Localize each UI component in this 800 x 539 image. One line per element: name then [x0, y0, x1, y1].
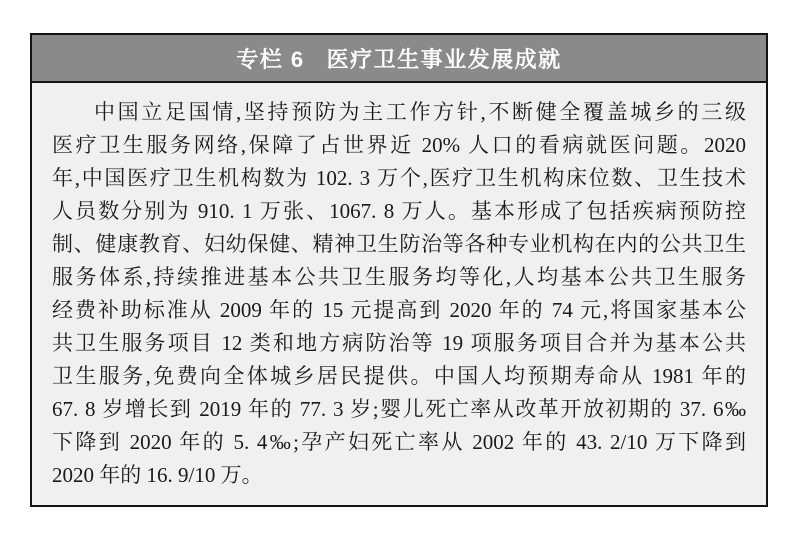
paragraph-line: 年,中国医疗卫生机构数为 102. 3 万个,医疗卫生机构床位数、卫生技术 [52, 166, 746, 190]
paragraph-line: 人员数分别为 910. 1 万张、1067. 8 万人。基本形成了包括疾病预防控 [52, 199, 746, 223]
box-number-label: 专栏 6 [236, 46, 305, 72]
paragraph-line: 中国立足国情,坚持预防为主工作方针,不断健全覆盖城乡的三级 [94, 100, 746, 124]
paragraph-line: 医疗卫生服务网络,保障了占世界近 20% 人口的看病就医问题。2020 [52, 133, 746, 157]
paragraph-line: 67. 8 岁增长到 2019 年的 77. 3 岁;婴儿死亡率从改革开放初期的 37. 6‰ [52, 397, 746, 421]
paragraph-line: 制、健康教育、妇幼保健、精神卫生防治等各种专业机构在内的公共卫生 [52, 232, 746, 256]
box-title: 医疗卫生事业发展成就 [326, 46, 562, 72]
paragraph-line: 下降到 2020 年的 5. 4‰;孕产妇死亡率从 2002 年的 43. 2/10 万下降到 [52, 430, 746, 454]
paragraph-line: 卫生服务,免费向全体城乡居民提供。中国人均预期寿命从 1981 年的 [52, 364, 746, 388]
highlight-box [30, 33, 768, 507]
box-body [32, 83, 766, 505]
paragraph-line: 2020 年的 16. 9/10 万。 [52, 463, 263, 487]
paragraph-line: 服务体系,持续推进基本公共卫生服务均等化,人均基本公共卫生服务 [52, 265, 746, 289]
paragraph-line: 经费补助标准从 2009 年的 15 元提高到 2020 年的 74 元,将国家基本公 [52, 298, 746, 322]
box-header [32, 35, 766, 83]
paragraph-line: 共卫生服务项目 12 类和地方病防治等 19 项服务项目合并为基本公共 [52, 331, 746, 355]
